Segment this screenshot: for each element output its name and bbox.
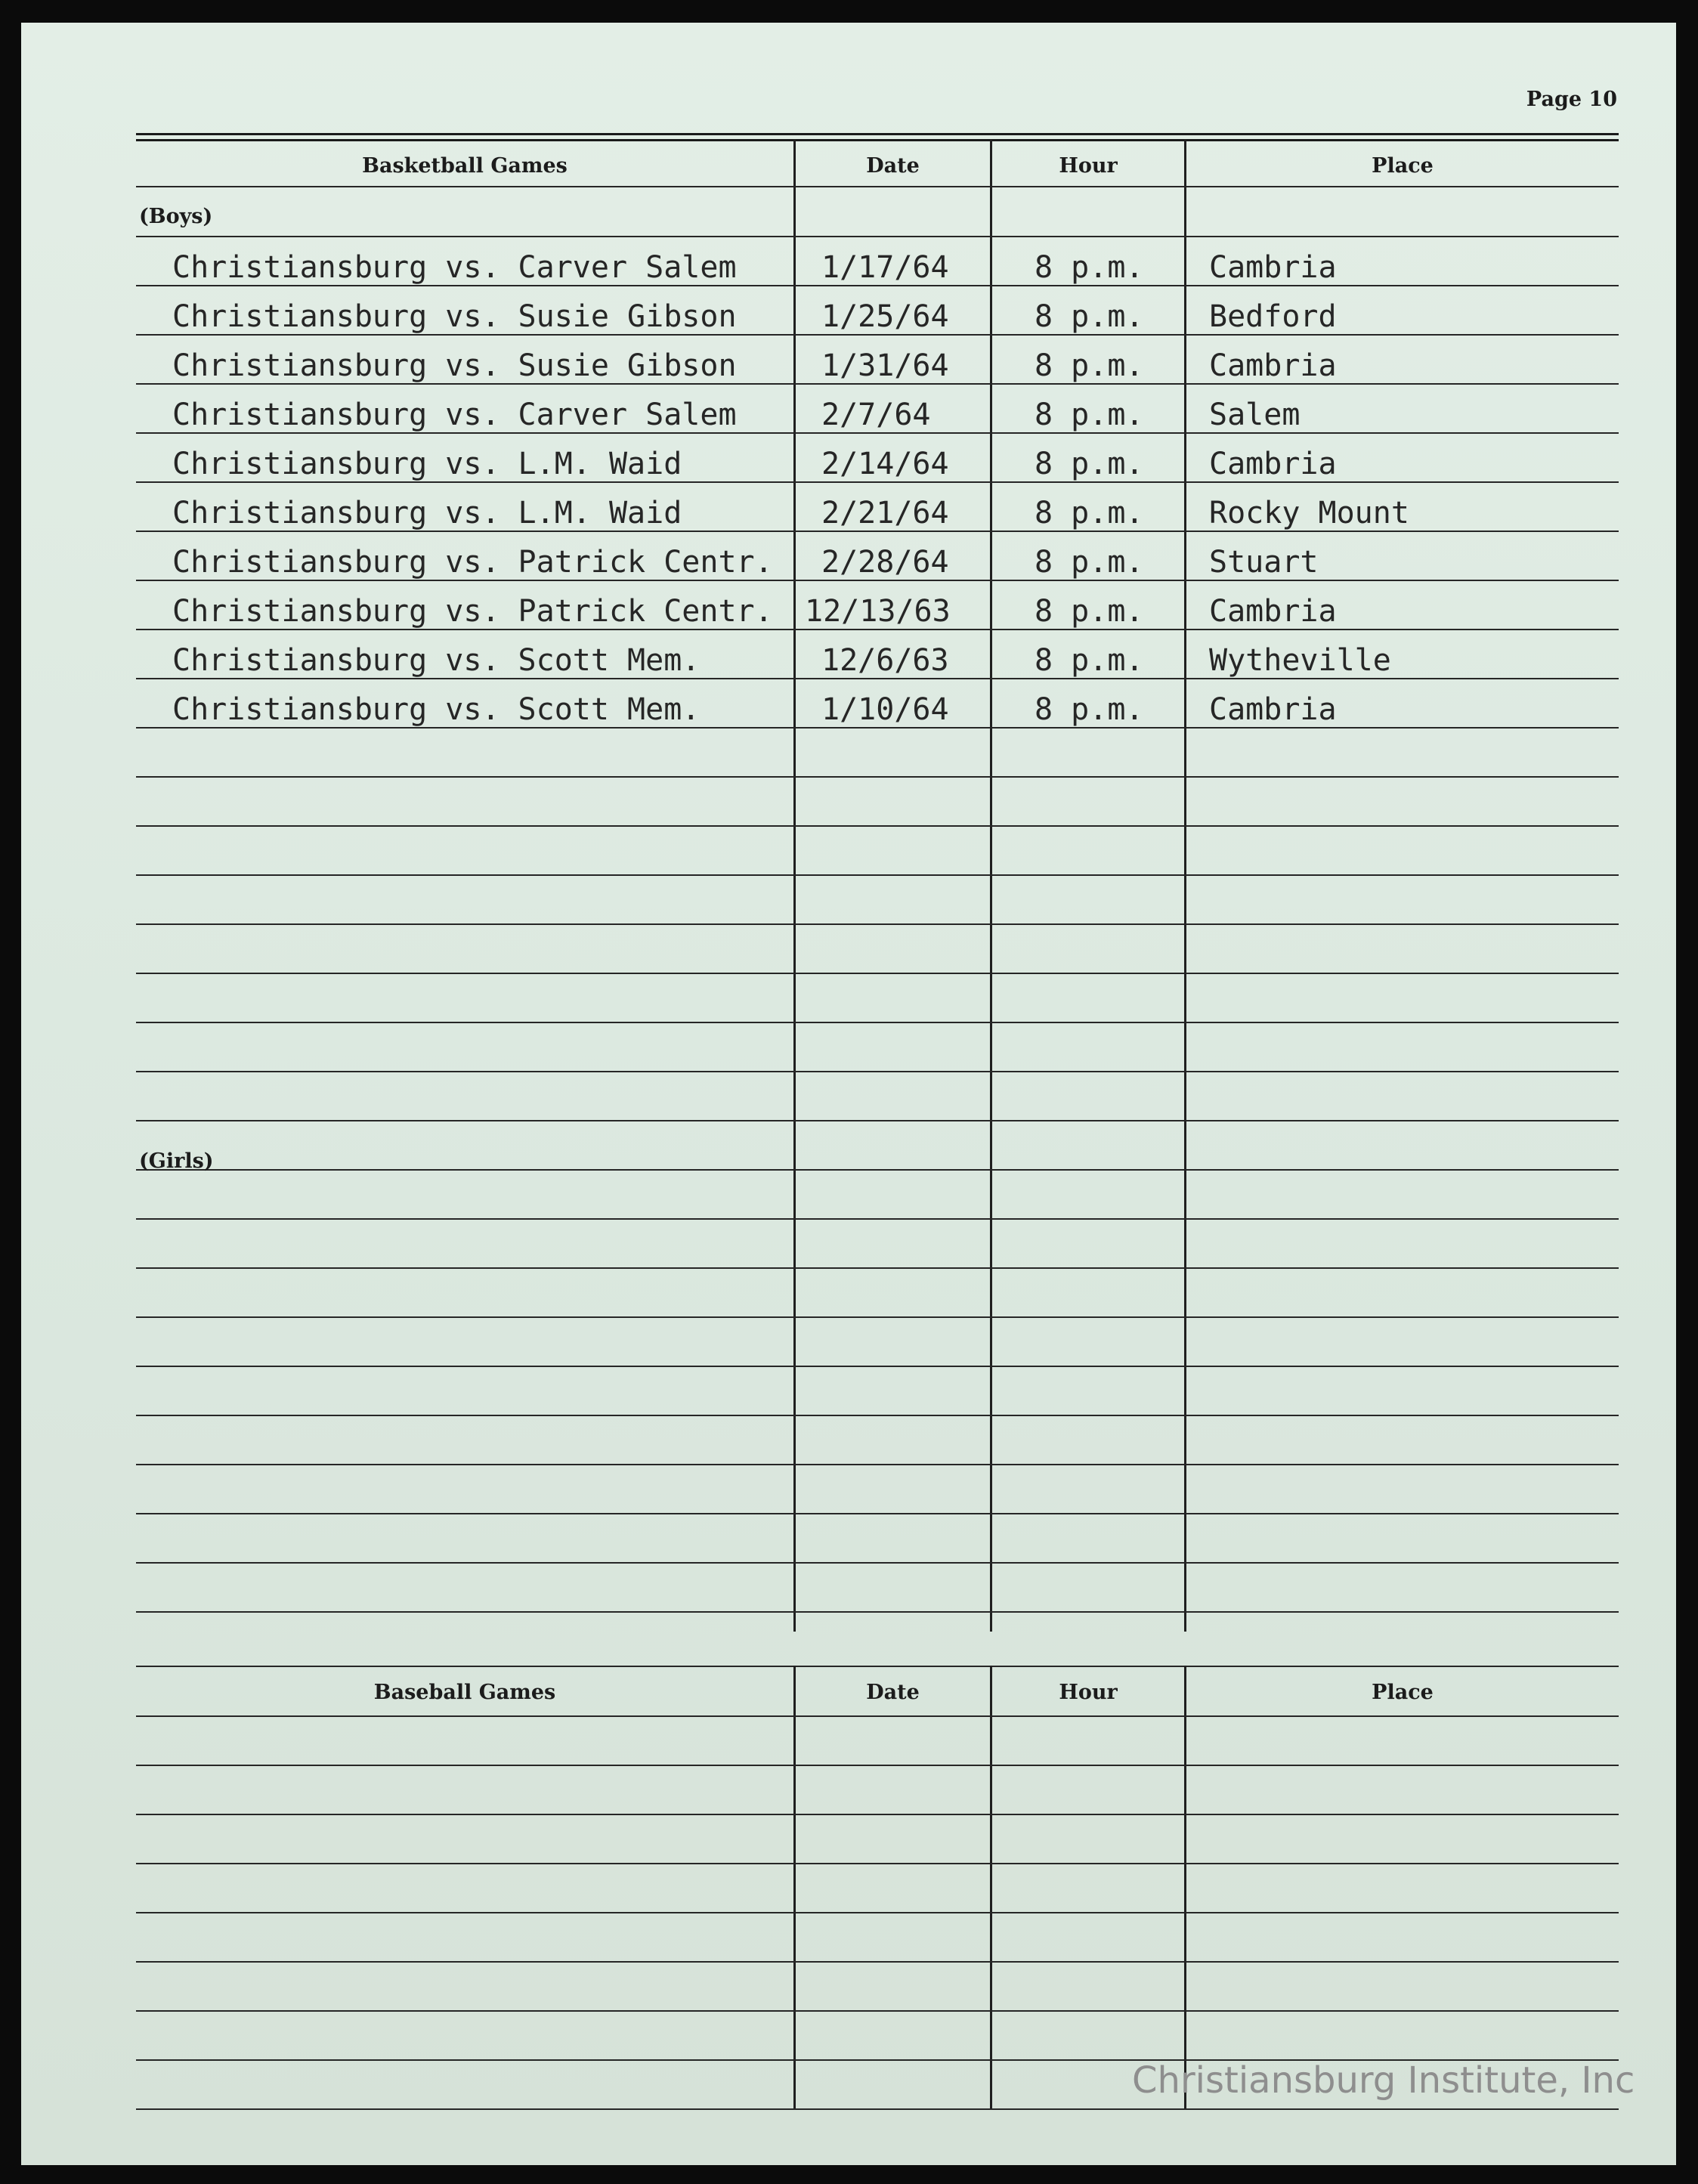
hour-cell: 8 p.m. — [1035, 545, 1144, 580]
column-divider-date — [793, 1666, 796, 2110]
column-divider-place — [1184, 1666, 1186, 2110]
ruled-line — [136, 1961, 1619, 1963]
girls-section-label: (Girls) — [139, 1149, 214, 1173]
ruled-line — [136, 923, 1619, 925]
ruled-line — [136, 1316, 1619, 1318]
game-cell: Christiansburg vs. Susie Gibson — [172, 299, 737, 334]
header-place: Place — [1372, 154, 1434, 178]
baseball-top-rule — [136, 1666, 1619, 1667]
hour-cell: 8 p.m. — [1035, 496, 1144, 531]
ruled-line — [136, 1415, 1619, 1416]
date-cell: 12/13/63 — [805, 594, 951, 629]
hour-cell: 8 p.m. — [1035, 594, 1144, 629]
date-cell: 1/10/64 — [821, 692, 949, 727]
date-cell: 2/7/64 — [821, 398, 931, 432]
place-cell: Salem — [1209, 398, 1301, 432]
game-cell: Christiansburg vs. Patrick Centr. — [172, 545, 773, 580]
hour-cell: 8 p.m. — [1035, 299, 1144, 334]
place-cell: Cambria — [1209, 348, 1337, 383]
game-cell: Christiansburg vs. L.M. Waid — [172, 447, 682, 481]
place-cell: Cambria — [1209, 250, 1337, 285]
header-date: Date — [866, 1681, 920, 1704]
header-place: Place — [1372, 1681, 1434, 1704]
column-divider-hour — [990, 1666, 992, 2110]
hour-cell: 8 p.m. — [1035, 348, 1144, 383]
hour-cell: 8 p.m. — [1035, 692, 1144, 727]
place-cell: Wytheville — [1209, 643, 1391, 678]
place-cell: Stuart — [1209, 545, 1319, 580]
place-cell: Cambria — [1209, 594, 1337, 629]
ruled-line — [136, 1562, 1619, 1564]
top-rule-second — [136, 139, 1619, 141]
column-divider-place — [1184, 139, 1186, 1632]
date-cell: 1/31/64 — [821, 348, 949, 383]
ruled-line — [136, 236, 1619, 237]
ruled-line — [136, 973, 1619, 974]
column-divider-date — [793, 139, 796, 1632]
header-underline — [136, 186, 1619, 187]
ruled-line — [136, 1071, 1619, 1072]
ruled-line — [136, 825, 1619, 827]
place-cell: Cambria — [1209, 447, 1337, 481]
game-cell: Christiansburg vs. Carver Salem — [172, 398, 737, 432]
column-divider-hour — [990, 139, 992, 1632]
hour-cell: 8 p.m. — [1035, 398, 1144, 432]
header-basketball-games: Basketball Games — [362, 154, 568, 178]
hour-cell: 8 p.m. — [1035, 250, 1144, 285]
watermark: Christiansburg Institute, Inc — [1132, 2059, 1635, 2102]
ruled-line — [136, 1611, 1619, 1613]
game-cell: Christiansburg vs. Scott Mem. — [172, 692, 701, 727]
ruled-line — [136, 776, 1619, 778]
date-cell: 2/21/64 — [821, 496, 949, 531]
hour-cell: 8 p.m. — [1035, 447, 1144, 481]
ruled-line — [136, 2010, 1619, 2012]
ruled-line — [136, 2108, 1619, 2110]
ruled-line — [136, 1863, 1619, 1864]
place-cell: Cambria — [1209, 692, 1337, 727]
game-cell: Christiansburg vs. Carver Salem — [172, 250, 737, 285]
date-cell: 1/17/64 — [821, 250, 949, 285]
baseball-table — [136, 1666, 1619, 2111]
ruled-line — [136, 1814, 1619, 1815]
ruled-line — [136, 1267, 1619, 1269]
place-cell: Bedford — [1209, 299, 1337, 334]
date-cell: 2/14/64 — [821, 447, 949, 481]
boys-section-label: (Boys) — [139, 205, 213, 228]
ruled-line — [136, 1513, 1619, 1514]
ruled-line — [136, 1765, 1619, 1766]
ruled-line — [136, 1366, 1619, 1367]
game-cell: Christiansburg vs. Scott Mem. — [172, 643, 701, 678]
header-baseball-games: Baseball Games — [373, 1681, 556, 1704]
date-cell: 2/28/64 — [821, 545, 949, 580]
top-rule — [136, 133, 1619, 135]
basketball-table — [136, 133, 1619, 1637]
ruled-line — [136, 1218, 1619, 1220]
date-cell: 1/25/64 — [821, 299, 949, 334]
place-cell: Rocky Mount — [1209, 496, 1409, 531]
ruled-line — [136, 1120, 1619, 1121]
header-hour: Hour — [1059, 154, 1118, 178]
game-cell: Christiansburg vs. Susie Gibson — [172, 348, 737, 383]
ruled-line — [136, 1912, 1619, 1913]
ruled-line — [136, 874, 1619, 876]
ruled-line — [136, 1715, 1619, 1717]
header-date: Date — [866, 154, 920, 178]
hour-cell: 8 p.m. — [1035, 643, 1144, 678]
date-cell: 12/6/63 — [821, 643, 949, 678]
header-hour: Hour — [1059, 1681, 1118, 1704]
ruled-line — [136, 1022, 1619, 1023]
ruled-line — [136, 1169, 1619, 1171]
ruled-line — [136, 1464, 1619, 1465]
page-number: Page 10 — [1526, 88, 1617, 111]
game-cell: Christiansburg vs. Patrick Centr. — [172, 594, 773, 629]
game-cell: Christiansburg vs. L.M. Waid — [172, 496, 682, 531]
